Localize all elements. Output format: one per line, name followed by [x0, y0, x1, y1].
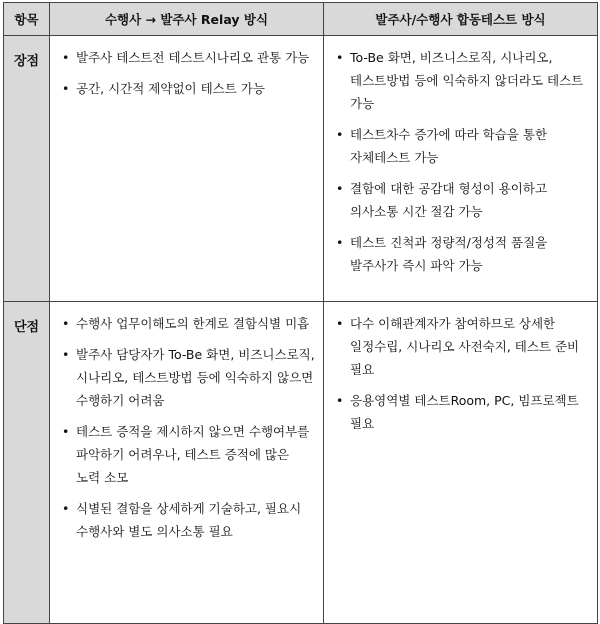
list-item: • 결함에 대한 공감대 형성이 용이하고 의사소통 시간 절감 가능: [336, 177, 590, 223]
list-item: • 테스트 증적을 제시하지 않으면 수행여부를 파악하기 어려우나, 테스트 증적에 많은 노력 소모: [62, 420, 316, 489]
disadvantages-relay-list: [51, 303, 322, 543]
list-item: • 발주사 담당자가 To-Be 화면, 비즈니스로직, 시나리오, 테스트방법 등에 익숙하지 않으면 수행하기 어려움: [62, 343, 316, 412]
comparison-table: [3, 2, 598, 624]
list-item: • 식별된 결함을 상세하게 기술하고, 필요시 수행사와 별도 의사소통 필요: [62, 497, 316, 543]
list-item: • 다수 이해관계자가 참여하므로 상세한 일정수립, 시나리오 사전숙지, 테스트 준비 필요: [336, 312, 590, 381]
header-joint-test-method: 발주사/수행사 합동테스트 방식: [324, 3, 598, 36]
advantages-relay-cell: [50, 36, 324, 302]
list-item: • 공간, 시간적 제약없이 테스트 가능: [62, 77, 316, 100]
list-item: • To-Be 화면, 비즈니스로직, 시나리오, 테스트방법 등에 익숙하지 않더라도 테스트 가능: [336, 46, 590, 115]
header-relay-method: 수행사 → 발주사 Relay 방식: [50, 3, 324, 36]
list-item: • 테스트 진척과 정량적/정성적 품질을 발주사가 즉시 파악 가능: [336, 231, 590, 277]
list-item: • 테스트차수 증가에 따라 학습을 통한 자체테스트 가능: [336, 123, 590, 169]
header-item: 항목: [4, 3, 50, 36]
disadvantages-joint-list: [325, 303, 596, 435]
advantages-joint-list: [325, 37, 596, 277]
disadvantages-joint-cell: [324, 302, 598, 624]
header-row: [4, 3, 598, 36]
row-disadvantages: [4, 302, 598, 624]
list-item: • 발주사 테스트전 테스트시나리오 관통 가능: [62, 46, 316, 69]
row-advantages: [4, 36, 598, 302]
list-item: • 수행사 업무이해도의 한계로 결함식별 미흡: [62, 312, 316, 335]
row-label-disadvantages: 단점: [4, 302, 50, 624]
advantages-relay-list: [51, 37, 322, 100]
disadvantages-relay-cell: [50, 302, 324, 624]
list-item: • 응용영역별 테스트Room, PC, 빔프로젝트 필요: [336, 389, 590, 435]
row-label-advantages: 장점: [4, 36, 50, 302]
advantages-joint-cell: [324, 36, 598, 302]
